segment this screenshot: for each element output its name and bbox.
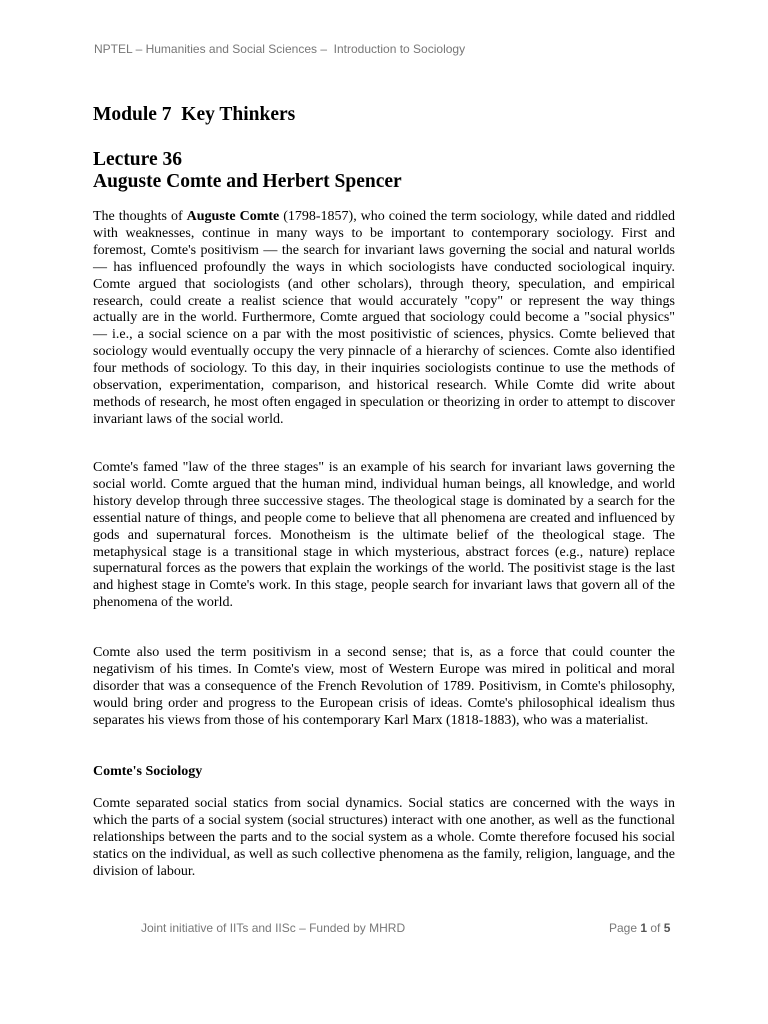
lecture-title: Auguste Comte and Herbert Spencer	[93, 171, 402, 192]
page-current: 1	[640, 921, 648, 935]
lecture-number: Lecture 36	[93, 149, 182, 170]
paragraph-1-body: (1798-1857), who coined the term sociology, while dated and riddled with weaknesses, continue in many ways to be important to contemporary sociology. First and foremost, Comte's positivism — the search for invariant laws governing the social and natural worlds — has influenced profoundly the ways in which sociologists have conducted sociological inquiry. Comte argued that sociologists (and other scholars), through theory, speculation, and empirical research, could create a realist science that would accurately "copy" or represent the way things actually are in the world. Furthermore, Comte argued that sociology could become a "social physics" — i.e., a social science on a par with the most positivistic of sciences, physics. Comte believed that sociology would eventually occupy the very pinnacle of a hierarchy of sciences. Comte also identified four methods of sociology. To this day, in their inquiries sociologists continue to use the methods of observation, experimentation, comparison, and historical research. While Comte did write about methods of research, he most often engaged in speculation or theorizing in order to attempt to discover invariant laws of the social world.	[93, 209, 676, 427]
module-title: Module 7 Key Thinkers	[93, 104, 296, 125]
paragraph-1-intro: The thoughts of	[93, 209, 187, 224]
page-of: of	[647, 921, 664, 935]
paragraph-1	[93, 209, 675, 429]
paragraph-3: Comte also used the term positivism in a second sense; that is, as a force that could counter the negativism of his times. In Comte's view, most of Western Europe was mired in political and moral disorder that was a consequence of the French Revolution of 1789. Positivism, in Comte's philosophy, would bring order and progress to the European crisis of ideas. Comte's philosophical idealism thus separates his views from those of his contemporary Karl Marx (1818-1883), who was a materialist.	[93, 645, 675, 728]
paragraph-4: Comte separated social statics from social dynamics. Social statics are concerned with the ways in which the parts of a social system (social structures) interact with one another, as well as the functional relationships between the parts and to the social system as a whole. Comte therefore focused his social statics on the individual, as well as such collective phenomena as the family, religion, language, and the division of labour.	[93, 796, 675, 879]
footer-credit: Joint initiative of IITs and IISc – Funded by MHRD	[141, 921, 406, 935]
page-total: 5	[663, 921, 671, 935]
paragraph-1-bold-name: Auguste Comte	[186, 209, 280, 224]
page-prefix: Page	[609, 921, 641, 935]
footer-page-number	[609, 921, 670, 935]
paragraph-2: Comte's famed "law of the three stages" is an example of his search for invariant laws governing the social world. Comte argued that the human mind, individual human beings, all knowledge, and world history develop through three successive stages. The theological stage is dominated by a search for the essential nature of things, and people come to believe that all phenomena are created and influenced by gods and supernatural forces. Monotheism is the ultimate belief of the theological stage. The metaphysical stage is a transitional stage in which mysterious, abstract forces (e.g., nature) replace supernatural forces as the powers that explain the workings of the world. The positivist stage is the last and highest stage in Comte's work. In this stage, people search for invariant laws that govern all of the phenomena of the world.	[93, 460, 675, 611]
running-header: NPTEL – Humanities and Social Sciences – Introduction to Sociology	[94, 42, 466, 56]
section-heading: Comte's Sociology	[93, 764, 203, 779]
